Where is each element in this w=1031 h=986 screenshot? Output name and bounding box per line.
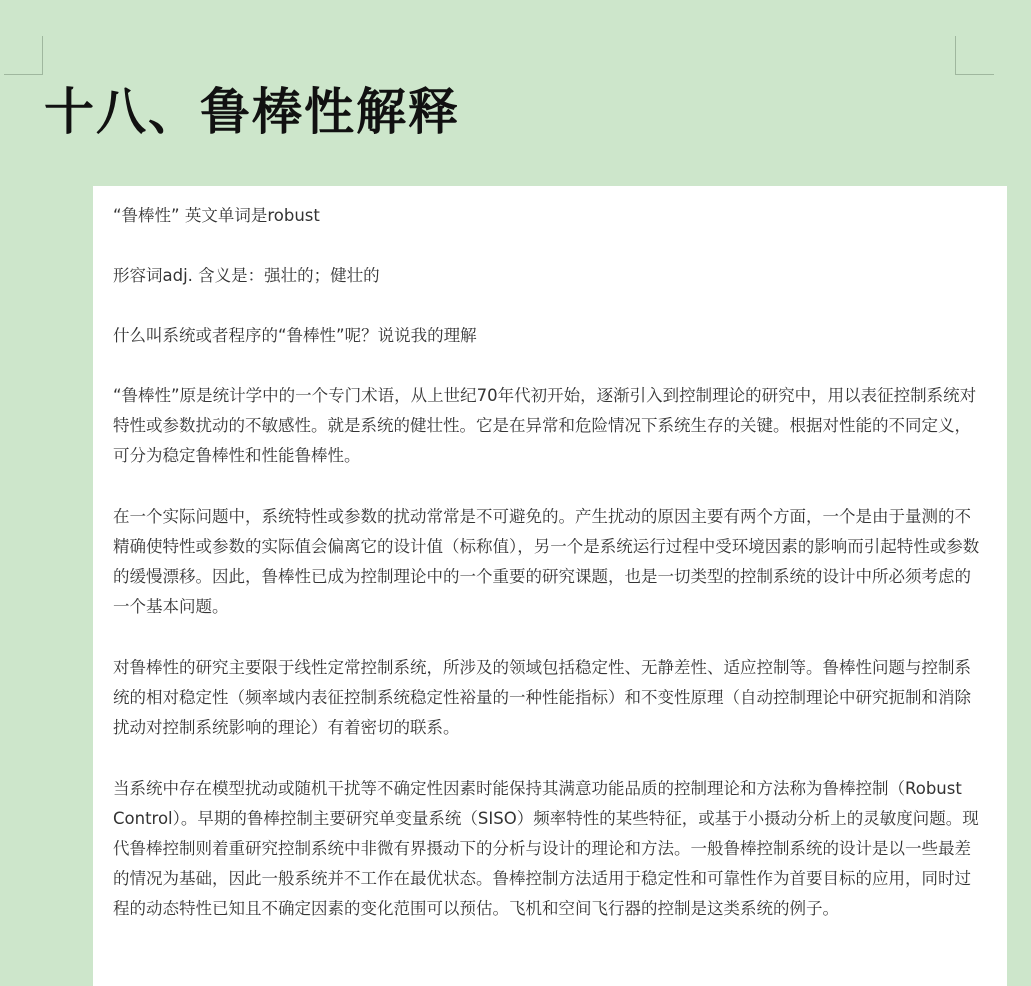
paragraph-question: 什么叫系统或者程序的“鲁棒性”呢？说说我的理解 — [113, 326, 477, 345]
paragraph-robust-word: “鲁棒性” 英文单词是robust — [113, 206, 320, 225]
paragraph-disturbance: 在一个实际问题中，系统特性或参数的扰动常常是不可避免的。产生扰动的原因主要有两个方面，一个是由于量测的不精确使特性或参数的实际值会偏离它的设计值（标称值），另一个是系统运行过程中受环境因素的影响而引起特性或参数的缓慢漂移。因此，鲁棒性已成为控制理论中的一个重要的研究课题，也是一切类型的控制系统的设计中所必须考虑的一个基本问题。 — [113, 507, 980, 616]
page-corner-marker-top-right — [955, 36, 994, 75]
page-corner-marker-top-left — [4, 36, 43, 75]
paragraph-research-scope: 对鲁棒性的研究主要限于线性定常控制系统，所涉及的领域包括稳定性、无静差性、适应控制等。鲁棒性问题与控制系统的相对稳定性（频率域内表征控制系统稳定性裕量的一种性能指标）和不变性原理（自动控制理论中研究扼制和消除扰动对控制系统影响的理论）有着密切的联系。 — [113, 658, 971, 737]
paragraph-adjective-meaning: 形容词adj. 含义是：强壮的；健壮的 — [113, 266, 380, 285]
paragraph-origin: “鲁棒性”原是统计学中的一个专门术语，从上世纪70年代初开始，逐渐引入到控制理论的研究中，用以表征控制系统对特性或参数扰动的不敏感性。就是系统的健壮性。它是在异常和危险情况下系统生存的关键。根据对性能的不同定义，可分为稳定鲁棒性和性能鲁棒性。 — [113, 386, 977, 465]
page-title: 十八、鲁棒性解释 — [44, 82, 460, 141]
content-block — [93, 186, 1007, 986]
paragraph-robust-control: 当系统中存在模型扰动或随机干扰等不确定性因素时能保持其满意功能品质的控制理论和方法称为鲁棒控制（Robust Control）。早期的鲁棒控制主要研究单变量系统（SISO）频率特性的某些特征，或基于小摄动分析上的灵敏度问题。现代鲁棒控制则着重研究控制系统中非微有界摄动下的分析与设计的理论和方法。一般鲁棒控制系统的设计是以一些最差的情况为基础，因此一般系统并不工作在最优状态。鲁棒控制方法适用于稳定性和可靠性作为首要目标的应用，同时过程的动态特性已知且不确定因素的变化范围可以预估。飞机和空间飞行器的控制是这类系统的例子。 — [113, 779, 979, 918]
